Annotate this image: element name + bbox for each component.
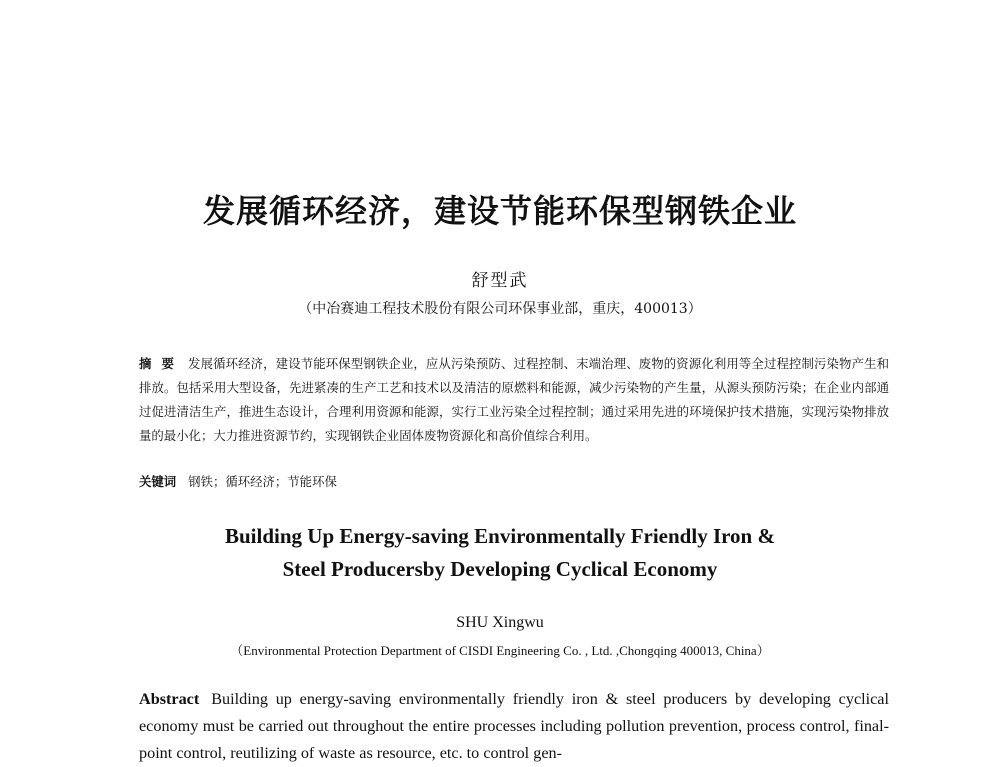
english-abstract-text: Building up energy-saving environmentally friendly iron & steel producers by developing cyclical economy must be carried out throughout the entire processes including pollution prevention, process control, final-point control, reutilizing of waste as resource, etc. to control gen- (139, 690, 889, 762)
english-title-line-2: Steel Producersby Developing Cyclical Economy (282, 557, 718, 581)
chinese-abstract-label: 摘要 (139, 356, 185, 371)
english-abstract (139, 686, 889, 767)
chinese-affiliation: （中冶赛迪工程技术股份有限公司环保事业部，重庆，400013） (298, 301, 702, 317)
english-title (0, 520, 1000, 586)
english-affiliation: （Environmental Protection Department of CISDI Engineering Co. , Ltd. ,Chongqing 400013, China） (230, 643, 770, 658)
english-author: SHU Xingwu (456, 614, 544, 631)
chinese-keywords (139, 472, 889, 492)
chinese-abstract (139, 352, 889, 448)
chinese-author: 舒型武 (471, 271, 529, 291)
english-title-line-1: Building Up Energy-saving Environmentally Friendly Iron & (225, 524, 775, 548)
chinese-abstract-text: 发展循环经济，建设节能环保型钢铁企业，应从污染预防、过程控制、末端治理、废物的资源化利用等全过程控制污染物产生和排放。包括采用大型设备，先进紧凑的生产工艺和技术以及清洁的原燃料和能源，减少污染物的产生量，从源头预防污染；在企业内部通过促进清洁生产，推进生态设计，合理利用资源和能源，实行工业污染全过程控制；通过采用先进的环境保护技术措施，实现污染物排放量的最小化；大力推进资源节约，实现钢铁企业固体废物资源化和高价值综合利用。 (139, 356, 890, 443)
chinese-keywords-label: 关键词 (139, 474, 177, 489)
english-abstract-label: Abstract (139, 690, 200, 708)
chinese-title: 发展循环经济，建设节能环保型钢铁企业 (202, 192, 797, 230)
chinese-keywords-text: 钢铁；循环经济；节能环保 (188, 474, 337, 489)
